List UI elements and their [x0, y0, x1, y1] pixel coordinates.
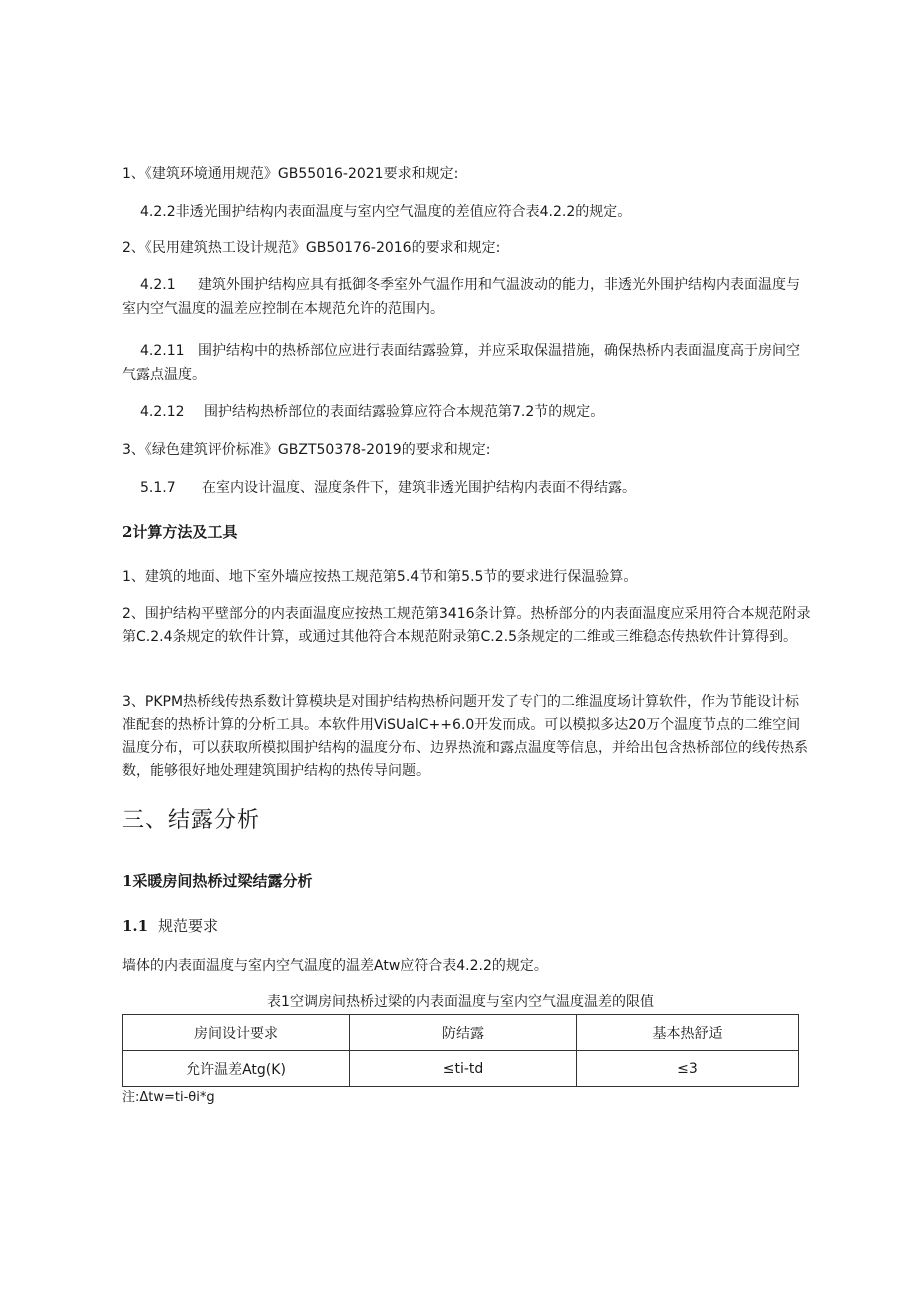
clause-number: 4.2.12 [140, 404, 185, 420]
clause-text: 围护结构中的热桥部位应进行表面结露验算，并应采取保温措施，确保热桥内表面温度高于房间空气露点温度。 [122, 343, 800, 383]
clause-number: 4.2.1 [140, 277, 176, 293]
clause-number: 4.2.11 [140, 343, 185, 359]
wall-temperature-intro: 墙体的内表面温度与室内空气温度的温差Atw应符合表4.2.2的规定。 [122, 958, 548, 974]
section-2-heading: 2计算方法及工具 [122, 523, 238, 541]
clause-text: 围护结构热桥部位的表面结露验算应符合本规范第7.2节的规定。 [204, 404, 605, 420]
clause-5-1-7 [140, 476, 636, 500]
spec-item-2: 2、《民用建筑热工设计规范》GB50176-2016的要求和规定: [122, 240, 501, 256]
table-header: 防结露 [350, 1015, 577, 1051]
section-3-heading: 三、结露分析 [122, 808, 261, 833]
temperature-limit-table [122, 1014, 799, 1087]
table-header: 房间设计要求 [123, 1015, 350, 1051]
clause-number: 5.1.7 [140, 480, 176, 496]
method-item-3: 3、PKPM热桥线传热系数计算模块是对围护结构热桥问题开发了专门的二维温度场计算软件，作为节能设计标准配套的热桥计算的分析工具。本软件用ViSUalC++6.0开发而成。可以模拟多达20万个温度节点的二维空间温度分布，可以获取所模拟围护结构的温度分布、边界热流和露点温度等信息，并给出包含热桥部位的线传热系数，能够很好地处理建筑围护结构的热传导问题。 [122, 694, 808, 779]
subsection-number: 1.1 [122, 917, 149, 935]
method-item-2: 2、围护结构平壁部分的内表面温度应按热工规范第3416条计算。热桥部分的内表面温度应采用符合本规范附录第C.2.4条规定的软件计算，或通过其他符合本规范附录第C.2.5条规定的二维或三维稳态传热软件计算得到。 [122, 606, 811, 645]
table-cell: ≤3 [577, 1051, 799, 1087]
clause-4-2-1 [122, 273, 812, 321]
method-item-1: 1、建筑的地面、地下室外墙应按热工规范第5.4节和第5.5节的要求进行保温验算。 [122, 569, 638, 585]
spec-item-3: 3、《绿色建筑评价标准》GBZT50378-2019的要求和规定: [122, 442, 491, 458]
table-caption: 表1空调房间热桥过梁的内表面温度与室内空气温度温差的限值 [267, 994, 654, 1010]
spec-item-1: 1、《建筑环境通用规范》GB55016-2021要求和规定: [122, 166, 459, 182]
subsection-1-1-heading [122, 914, 218, 938]
clause-4-2-11 [122, 339, 812, 387]
table-cell: 允许温差Atg(K) [123, 1051, 350, 1087]
table-header-row [123, 1015, 799, 1051]
clause-4-2-12 [140, 400, 604, 424]
table-row [123, 1051, 799, 1087]
subsection-title: 规范要求 [158, 917, 219, 935]
subsection-1-heading: 1采暖房间热桥过梁结露分析 [122, 872, 313, 890]
clause-text: 建筑外围护结构应具有抵御冬季室外气温作用和气温波动的能力，非透光外围护结构内表面温度与室内空气温度的温差应控制在本规范允许的范围内。 [122, 277, 800, 317]
table-note: 注:Δtw=ti-θi*g [122, 1090, 215, 1105]
table-cell: ≤ti-td [350, 1051, 577, 1087]
table-header: 基本热舒适 [577, 1015, 799, 1051]
clause-text: 在室内设计温度、湿度条件下，建筑非透光围护结构内表面不得结露。 [202, 480, 636, 496]
clause-4-2-2: 4.2.2非透光围护结构内表面温度与室内空气温度的差值应符合表4.2.2的规定。 [140, 204, 632, 220]
